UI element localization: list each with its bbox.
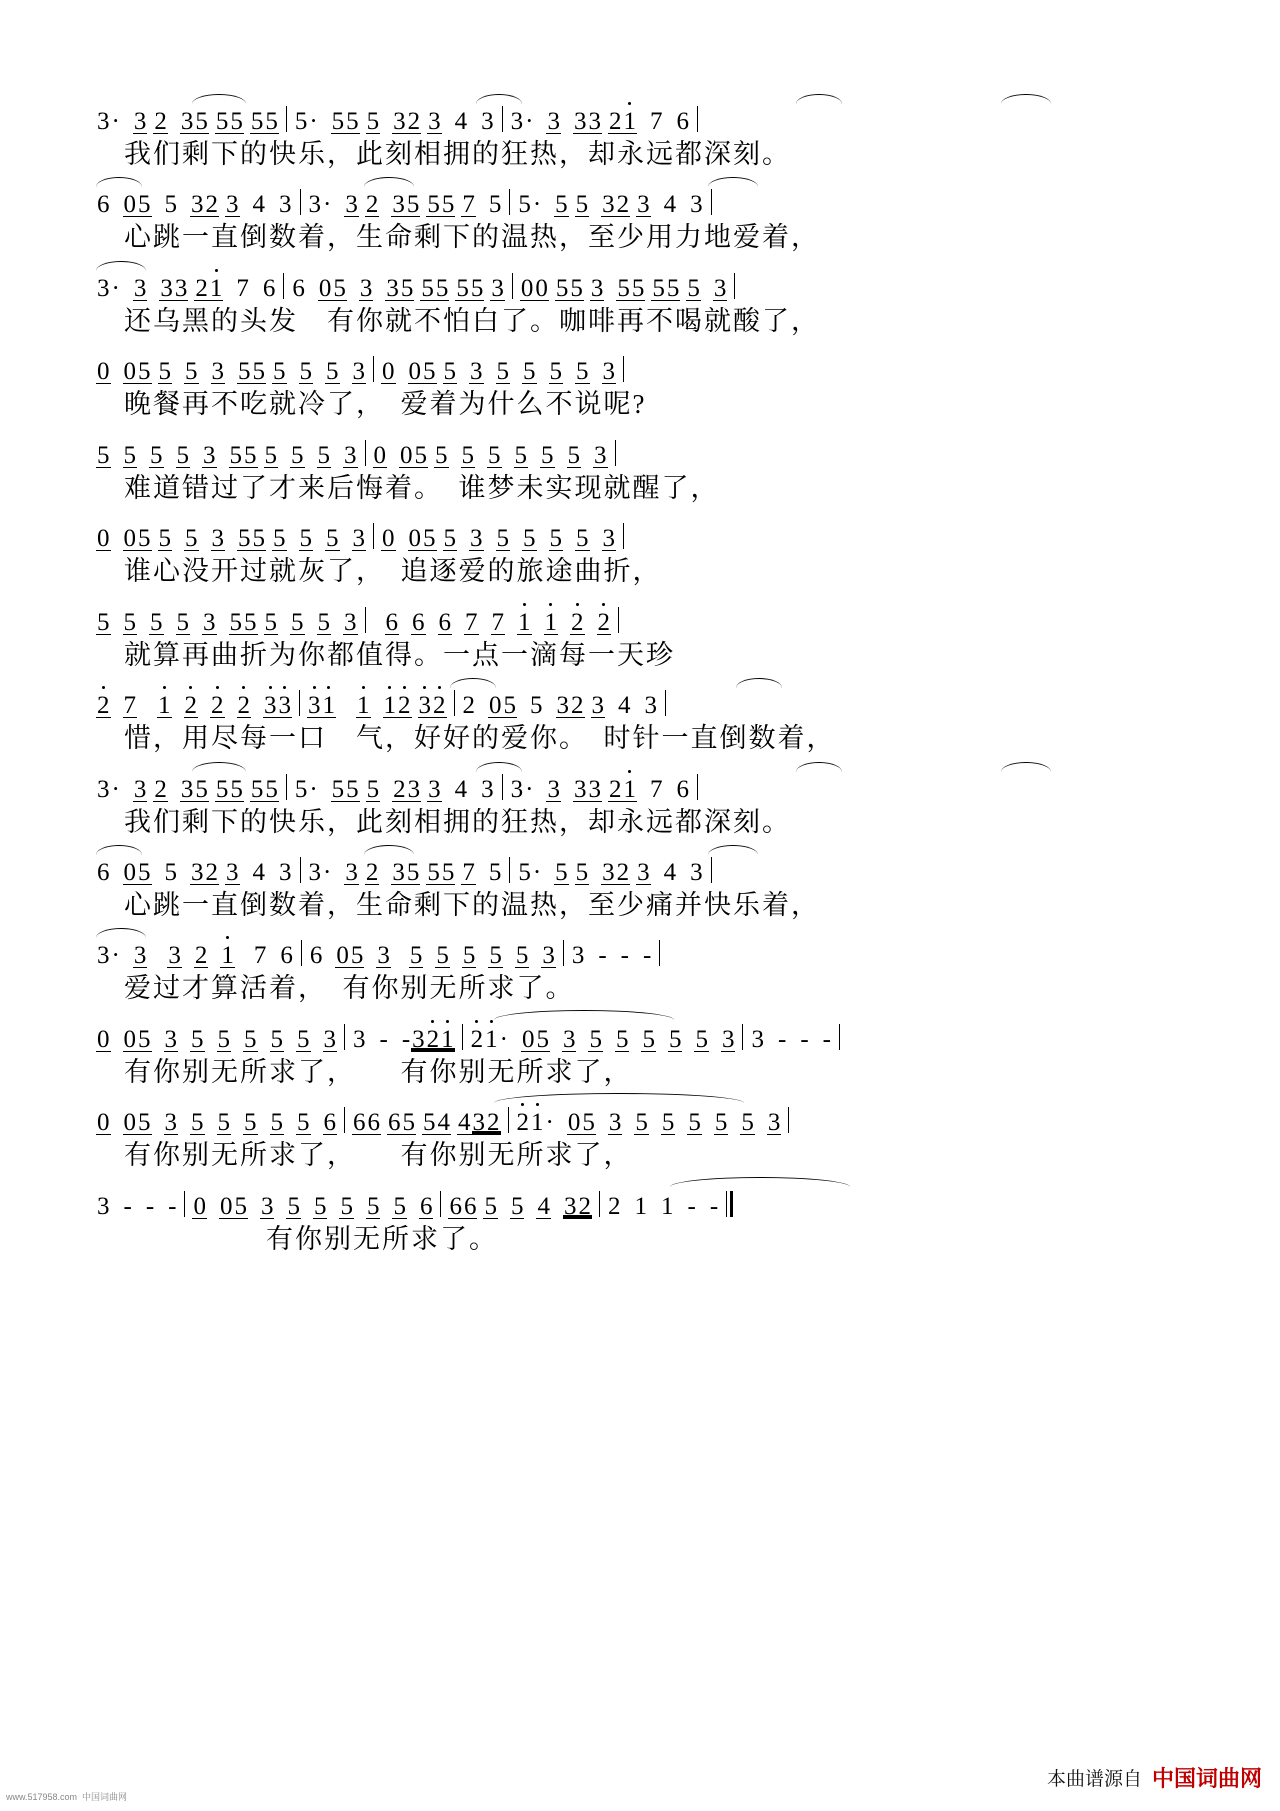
watermark-text: www.517958.com 中国词曲网 (6, 1792, 128, 1802)
notation-line-14: 3 - - - 0 0 5 3 5 5 5 5 5 6 6 6 5 5 4 3 2 2 1 1 - - (96, 1181, 1106, 1219)
lyrics-line-6: 谁心没开过就灰了， 追逐爱的旅途曲折， (124, 556, 662, 587)
system-1 (96, 96, 1106, 172)
system-8 (96, 680, 1106, 756)
notation-line-1: 3 · 3 2 3 5 5 5 5 5 5 · 5 5 5 3 2 3 4 3 3 · 3 3 3 2 1 7 6 (96, 96, 1106, 134)
lyrics-line-11: 爱过才算活着， 有你别无所求了。 (124, 973, 575, 1004)
lyrics-line-2: 心跳一直倒数着，生命剩下的温热，至少用力地爱着， (124, 222, 820, 253)
system-10 (96, 847, 1106, 923)
notation-line-13: 0 0 5 3 5 5 5 5 5 6 6 6 6 5 5 4 4 3 2 2 1 · 0 5 3 5 5 5 5 5 3 (96, 1097, 1106, 1135)
final-barline (726, 1191, 733, 1217)
notation-line-7: 5 5 5 5 3 5 5 5 5 5 3 6 6 6 7 7 1 1 2 2 (96, 597, 1106, 635)
system-12 (96, 1014, 1106, 1090)
source-note-label: 本曲谱源自 (1046, 1769, 1142, 1790)
notation-line-2: 6 0 5 5 3 2 3 4 3 3 · 3 2 3 5 5 5 7 5 5 · 5 5 3 2 3 4 3 (96, 179, 1106, 217)
footer-credit (1047, 1762, 1262, 1793)
system-7 (96, 597, 1106, 673)
system-3 (96, 263, 1106, 339)
notation-line-12: 0 0 5 3 5 5 5 5 5 3 3 - - 3 2 1 2 1 · 0 5 3 5 5 5 5 5 3 3 - - - (96, 1014, 1106, 1052)
lyrics-line-12: 有你别无所求了， 有你别无所求了， (124, 1056, 633, 1087)
system-4 (96, 346, 1106, 422)
system-2 (96, 179, 1106, 255)
notation-line-5: 5 5 5 5 3 5 5 5 5 5 3 0 0 5 5 5 5 5 5 5 3 (96, 430, 1106, 468)
system-5 (96, 430, 1106, 506)
system-11 (96, 930, 1106, 1006)
notation-systems (96, 96, 1106, 1264)
system-6 (96, 513, 1106, 589)
lyrics-line-9: 我们剩下的快乐，此刻相拥的狂热，却永远都深刻。 (124, 806, 791, 837)
notation-line-4: 0 0 5 5 5 3 5 5 5 5 5 3 0 0 5 5 3 5 5 5 5 3 (96, 346, 1106, 384)
lyrics-line-7: 就算再曲折为你都值得。一点一滴每一天珍 (124, 639, 675, 670)
notation-line-3: 3 · 3 3 3 2 1 7 6 6 0 5 3 3 5 5 5 5 5 3 0 0 5 5 3 5 5 5 5 5 3 (96, 263, 1106, 301)
notation-line-6: 0 0 5 5 5 3 5 5 5 5 5 3 0 0 5 5 3 5 5 5 5 3 (96, 513, 1106, 551)
lyrics-line-3: 还乌黑的头发 有你就不怕白了。咖啡再不喝就酸了， (124, 305, 820, 336)
lyrics-line-1: 我们剩下的快乐，此刻相拥的狂热，却永远都深刻。 (124, 139, 791, 169)
notation-line-9: 3 · 3 2 3 5 5 5 5 5 5 · 5 5 5 2 3 3 4 3 3 · 3 3 3 2 1 7 6 (96, 764, 1106, 802)
notation-line-10: 6 0 5 5 3 2 3 4 3 3 · 3 2 3 5 5 5 7 5 5 · 5 5 3 2 3 4 3 (96, 847, 1106, 885)
lyrics-line-10: 心跳一直倒数着，生命剩下的温热，至少痛并快乐着， (124, 889, 820, 920)
system-9 (96, 764, 1106, 840)
lyrics-line-5: 难道错过了才来后悔着。 谁梦未实现就醒了， (124, 472, 720, 503)
lyrics-line-4: 晚餐再不吃就冷了， 爱着为什么不说呢? (124, 389, 647, 420)
lyrics-line-14: 有你别无所求了。 (266, 1223, 498, 1254)
system-14 (96, 1181, 1106, 1257)
lyrics-line-8: 惜，用尽每一口 气，好好的爱你。 时针一直倒数着， (124, 723, 836, 754)
notation-line-8: 2 7 1 2 2 2 3 3 3 1 1 1 2 3 2 2 0 5 5 3 2 3 4 3 (96, 680, 1106, 718)
system-13 (96, 1097, 1106, 1173)
notation-line-11: 3 · 3 3 2 1 7 6 6 0 5 3 5 5 5 5 5 3 3 - - - (96, 930, 1106, 968)
lyrics-line-13: 有你别无所求了， 有你别无所求了， (124, 1140, 633, 1171)
brand-label[interactable]: 中国词曲网 (1151, 1766, 1262, 1791)
